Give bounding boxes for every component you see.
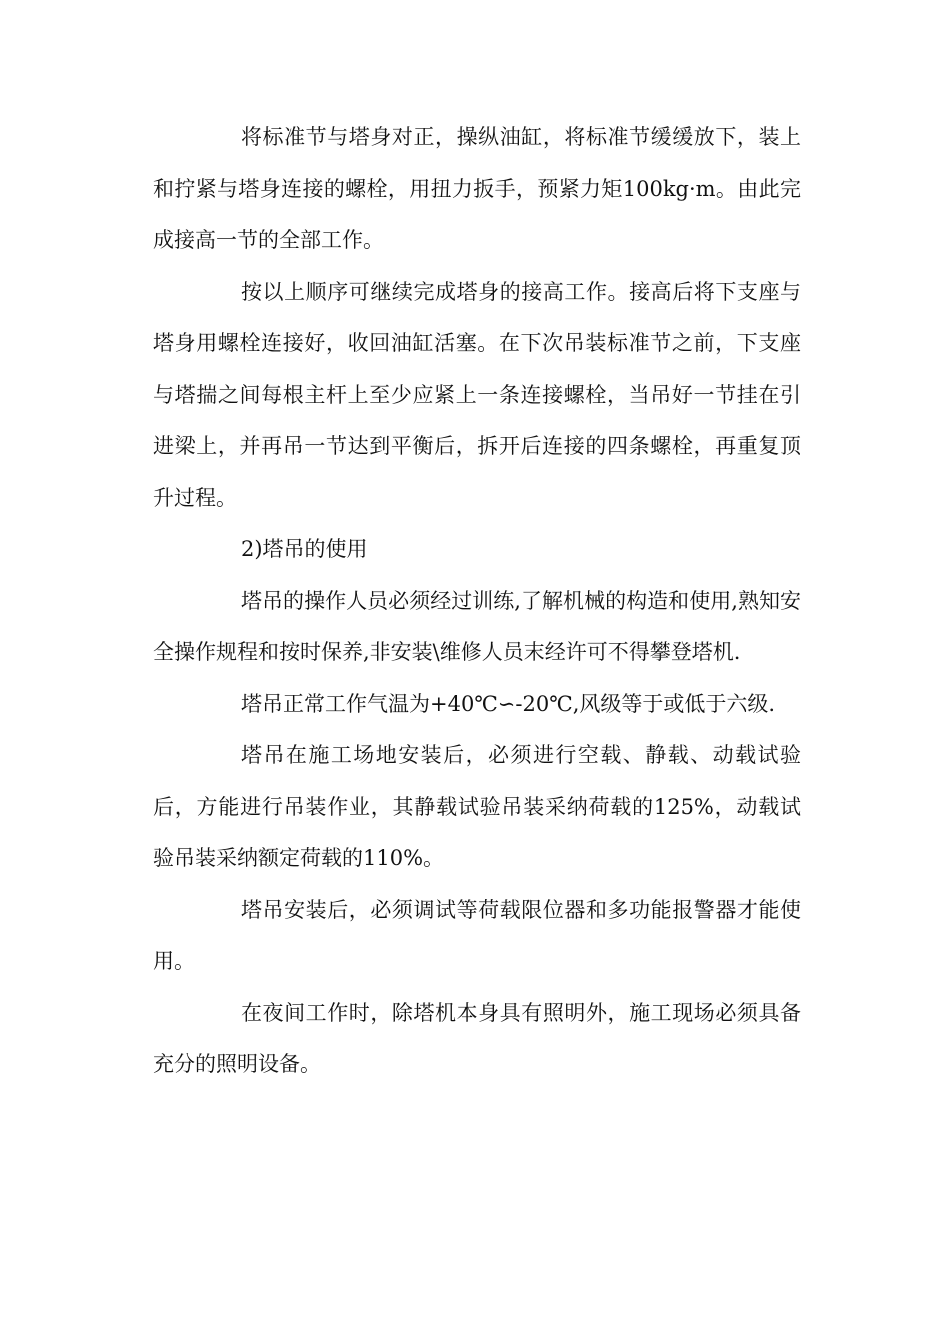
paragraph-limiter-alarm: 塔吊安装后，必须调试等荷载限位器和多功能报警器才能使用。 (153, 897, 801, 973)
paragraph-working-temperature: 塔吊正常工作气温为+40℃∽-20℃,风级等于或低于六级. (241, 691, 776, 716)
paragraph-night-lighting: 在夜间工作时，除塔机本身具有照明外，施工现场必须具备充分的照明设备。 (153, 1000, 801, 1076)
paragraph-operator-training: 塔吊的操作人员必须经过训练,了解机械的构造和使用,熟知安全操作规程和按时保养,非安装\维修人员末经许可不得攀登塔机. (153, 588, 801, 664)
document-body (153, 112, 801, 1091)
paragraph-lower-standard-section: 将标准节与塔身对正，操纵油缸，将标准节缓缓放下，装上和拧紧与塔身连接的螺栓，用扭力扳手，预紧力矩100kg·m。由此完成接高一节的全部工作。 (153, 125, 801, 252)
paragraph-load-tests: 塔吊在施工场地安装后，必须进行空载、静载、动载试验后，方能进行吊装作业，其静载试验吊装采纳荷载的125%，动载试验吊装采纳额定荷载的110%。 (153, 743, 801, 870)
section-heading-crane-use: 2)塔吊的使用 (241, 537, 368, 561)
paragraph-continue-jacking: 按以上顺序可继续完成塔身的接高工作。接高后将下支座与塔身用螺栓连接好，收回油缸活塞。在下次吊装标准节之前，下支座与塔揣之间每根主杆上至少应紧上一条连接螺栓，当吊好一节挂在引进梁上，并再吊一节达到平衡后，拆开后连接的四条螺栓，再重复顶升过程。 (153, 279, 801, 510)
